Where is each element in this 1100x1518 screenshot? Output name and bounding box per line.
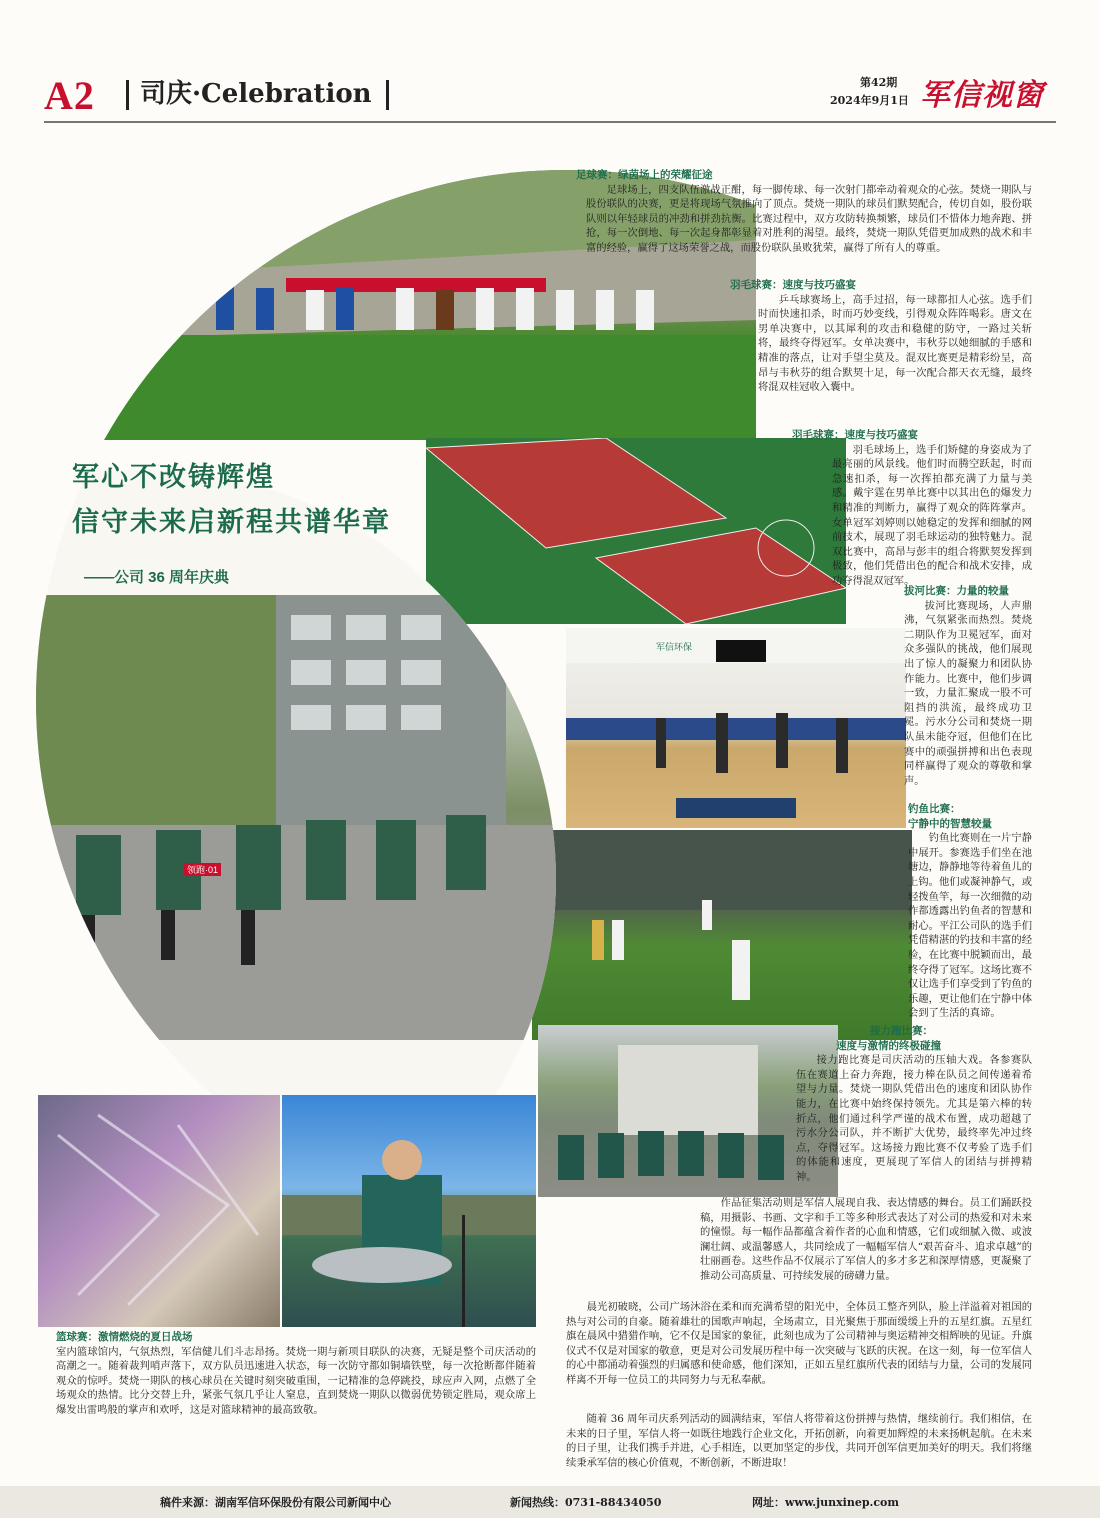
fishing-heading: 钓鱼比赛： xyxy=(908,803,961,815)
football-heading: 足球赛：绿茵场上的荣耀征途 xyxy=(576,169,713,181)
section-title: 司庆·Celebration xyxy=(140,79,372,109)
fishing-heading-2: 宁静中的智慧较量 xyxy=(908,817,992,830)
artwork-photo xyxy=(38,1095,280,1327)
tug-of-war-photo xyxy=(538,1025,838,1197)
football-body: 足球场上，四支队伍激战正酣，每一脚传球、每一次射门都牵动着观众的心弦。焚烧一期队与股份联队的决赛，更是将现场气氛推向了顶点。焚烧一期队的球员们默契配合，传切自如，股份联队则以年轻球员的冲劲和拼劲抗衡。比赛过程中，双方攻防转换频繁，球员们不惜体力地奔跑、拼抢，每一次倒地、每一次起身都彰显着对胜利的渴望。最终，焚烧一期队凭借更加成熟的战术和丰富的经验，赢得了这场荣誉之战，而股份联队虽败犹荣，赢得了所有人的尊重。 xyxy=(586,183,1032,254)
tug-heading: 拔河比赛：力量的较量 xyxy=(904,585,1009,597)
main-title-line2: 信守未来启新程共谱华章 xyxy=(72,507,391,538)
closing-section xyxy=(566,1412,1032,1470)
badminton-heading: 羽毛球赛：速度与技巧盛宴 xyxy=(792,429,918,441)
fishing-body: 钓鱼比赛则在一片宁静中展开。参赛选手们坐在池塘边，静静地等待着鱼儿的上钩。他们或凝神静气，或轻拨鱼竿，每一次细微的动作都透露出钓鱼者的智慧和耐心。平江公司队的选手们凭借精湛的钓技和丰富的经验，在比赛中脱颖而出，最终夺得了冠军。这场比赛不仅让选手们享受到了钓鱼的乐趣，更让他们在宁静中体会到了生活的真谛。 xyxy=(908,832,1032,1020)
basketball-body: 室内篮球馆内，气氛热烈，军信健儿们斗志昂扬。焚烧一期与新项目联队的决赛，无疑是整个司庆活动的高潮之一。随着裁判哨声落下，双方队员迅速进入状态，每一次防守都如铜墙铁壁，每一次抢断都伴随着观众的惊呼。焚烧一期队的核心球员在关键时刻突破重围，一记精准的急停跳投，球应声入网，点燃了全场观众的热情。比分交替上升，紧张气氛几乎让人窒息，直到焚烧一期队以微弱优势锁定胜局，观众席上爆发出雷鸣般的掌声和欢呼，这是对篮球精神的最高致敬。 xyxy=(56,1345,536,1416)
divider xyxy=(386,80,389,110)
relay-heading-2: 速度与激情的终极碰撞 xyxy=(836,1039,941,1052)
main-subtitle: ——公司 36 周年庆典 xyxy=(84,569,230,586)
footer-source: 稿件来源：湖南军信环保股份有限公司新闻中心 xyxy=(160,1496,391,1509)
basketball-section xyxy=(56,1330,536,1418)
divider xyxy=(126,80,129,110)
pingpong-section xyxy=(730,278,1032,395)
relay-section xyxy=(796,1024,1032,1185)
basketball-heading: 篮球赛：激情燃烧的夏日战场 xyxy=(56,1331,193,1343)
header-rule xyxy=(44,121,1056,123)
tug-section xyxy=(904,584,1032,788)
flag-body: 晨光初破晓，公司广场沐浴在柔和而充满希望的阳光中，全体员工整齐列队，脸上洋溢着对祖国的热与对公司的自豪。随着雄壮的国歌声响起，全场肃立，目光聚焦于那面缓缓上升的五星红旗。五星红旗在晨风中猎猎作响，它不仅是国家的象征，此刻也成为了公司精神与奥运精神交相辉映的见证。升旗仪式不仅是对国家的敬意，更是对公司发展历程中每一次突破与飞跃的庆祝。在这一刻，每一位军信人的心中都涌动着强烈的归属感和使命感，他们深知，正如五星红旗所代表的团结与力量，公司的发展同样离不开每一位员工的共同努力与无私奉献。 xyxy=(566,1301,1032,1386)
badminton-body: 羽毛球场上，选手们矫健的身姿成为了最亮丽的风景线。他们时而腾空跃起，时而急速扣杀，每一次挥拍都充满了力量与美感。戴宇霆在男单比赛中以其出色的爆发力和精准的判断力，赢得了观众的阵阵掌声。女单冠军刘婷则以她稳定的发挥和细腻的网前技术，展现了羽毛球运动的独特魅力。混双比赛中，高昂与彭丰的组合将默契发挥到极致，他们凭借出色的配合和战术安排，成功夺得混双冠军。 xyxy=(832,443,1032,587)
page-number: A2 xyxy=(44,73,95,118)
fishing-section xyxy=(908,802,1032,1021)
closing-body: 随着 36 周年司庆系列活动的圆满结束，军信人将带着这份拼搏与热情，继续前行。我们相信，在未来的日子里，军信人将一如既往地践行企业文化，开拓创新，向着更加辉煌的未来扬帆起航。在未来的日子里，让我们携手并进，心手相连，以更加坚定的步伐，共同开创军信更加美好的明天。我们将继续秉承军信的核心价值观，不断创新，不断进取！ xyxy=(566,1413,1032,1469)
footer-website[interactable]: 网址：www.junxinep.com xyxy=(752,1496,900,1509)
works-section xyxy=(700,1196,1032,1284)
main-title-line1: 军心不改铸辉煌 xyxy=(72,462,275,493)
tug-body: 拔河比赛现场，人声鼎沸，气氛紧张而热烈。焚烧二期队作为卫冕冠军，面对众多强队的挑战，他们展现出了惊人的凝聚力和团队协作能力。比赛中，他们步调一致，力量汇聚成一股不可阻挡的洪流，最终成功卫冕。污水分公司和焚烧一期队虽未能夺冠，但他们在比赛中的顽强拼搏和出色表现同样赢得了观众的尊敬和掌声。 xyxy=(904,599,1032,787)
relay-heading: 接力跑比赛： xyxy=(870,1025,933,1037)
runner-bib: 领跑·01 xyxy=(184,863,221,876)
arena-banner: 军信环保 xyxy=(656,642,693,652)
fishing-photo xyxy=(282,1095,536,1327)
pingpong-heading: 羽毛球赛：速度与技巧盛宴 xyxy=(730,279,856,291)
brand-logo: 军信视窗 xyxy=(920,78,1044,113)
issue-number: 第42期 xyxy=(860,76,898,89)
basketball-photo xyxy=(566,628,906,828)
pingpong-body: 乒乓球赛场上，高手过招，每一球都扣人心弦。选手们时而快速扣杀，时而巧妙变线，引得观众阵阵喝彩。唐文在男单决赛中，以其犀利的攻击和稳健的防守，一路过关斩将，最终夺得冠军。女单决赛中，韦秋芬以她细腻的手感和精准的落点，让对手望尘莫及。混双比赛更是精彩纷呈，高昂与韦秋芬的组合默契十足，每一次配合都天衣无缝，最终将混双桂冠收入囊中。 xyxy=(758,293,1032,394)
football-section xyxy=(576,168,1032,256)
relay-running-photo xyxy=(36,595,556,1040)
flag-section xyxy=(566,1300,1032,1388)
night-football-photo xyxy=(532,830,912,1040)
footer-hotline: 新闻热线：0731-88434050 xyxy=(510,1496,662,1509)
works-body: 作品征集活动则是军信人展现自我、表达情感的舞台。员工们踊跃投稿，用摄影、书画、文字和手工等多种形式表达了对公司的热爱和对未来的憧憬。每一幅作品都蕴含着作者的心血和情感，它们或细腻入微、或波澜壮阔、或温馨感人，共同绘成了一幅幅军信人“艰苦奋斗、追求卓越”的壮丽画卷。这些作品不仅展示了军信人的多才多艺和深厚情感，更凝聚了推动公司高质量、可持续发展的磅礴力量。 xyxy=(700,1197,1032,1282)
relay-body: 接力跑比赛是司庆活动的压轴大戏。各参赛队伍在赛道上奋力奔跑，接力棒在队员之间传递着希望与力量。焚烧一期队凭借出色的速度和团队协作能力，在比赛中始终保持领先。尤其是第六棒的转折点，他们通过科学严谨的战术布置，成功超越了污水分公司队，并不断扩大优势，最终率先冲过终点，夺得冠军。这场接力跑比赛不仅考验了选手们的体能和速度，更展现了军信人的团结与拼搏精神。 xyxy=(796,1054,1032,1183)
issue-date: 2024年9月1日 xyxy=(830,94,909,107)
badminton-section xyxy=(792,428,1032,589)
